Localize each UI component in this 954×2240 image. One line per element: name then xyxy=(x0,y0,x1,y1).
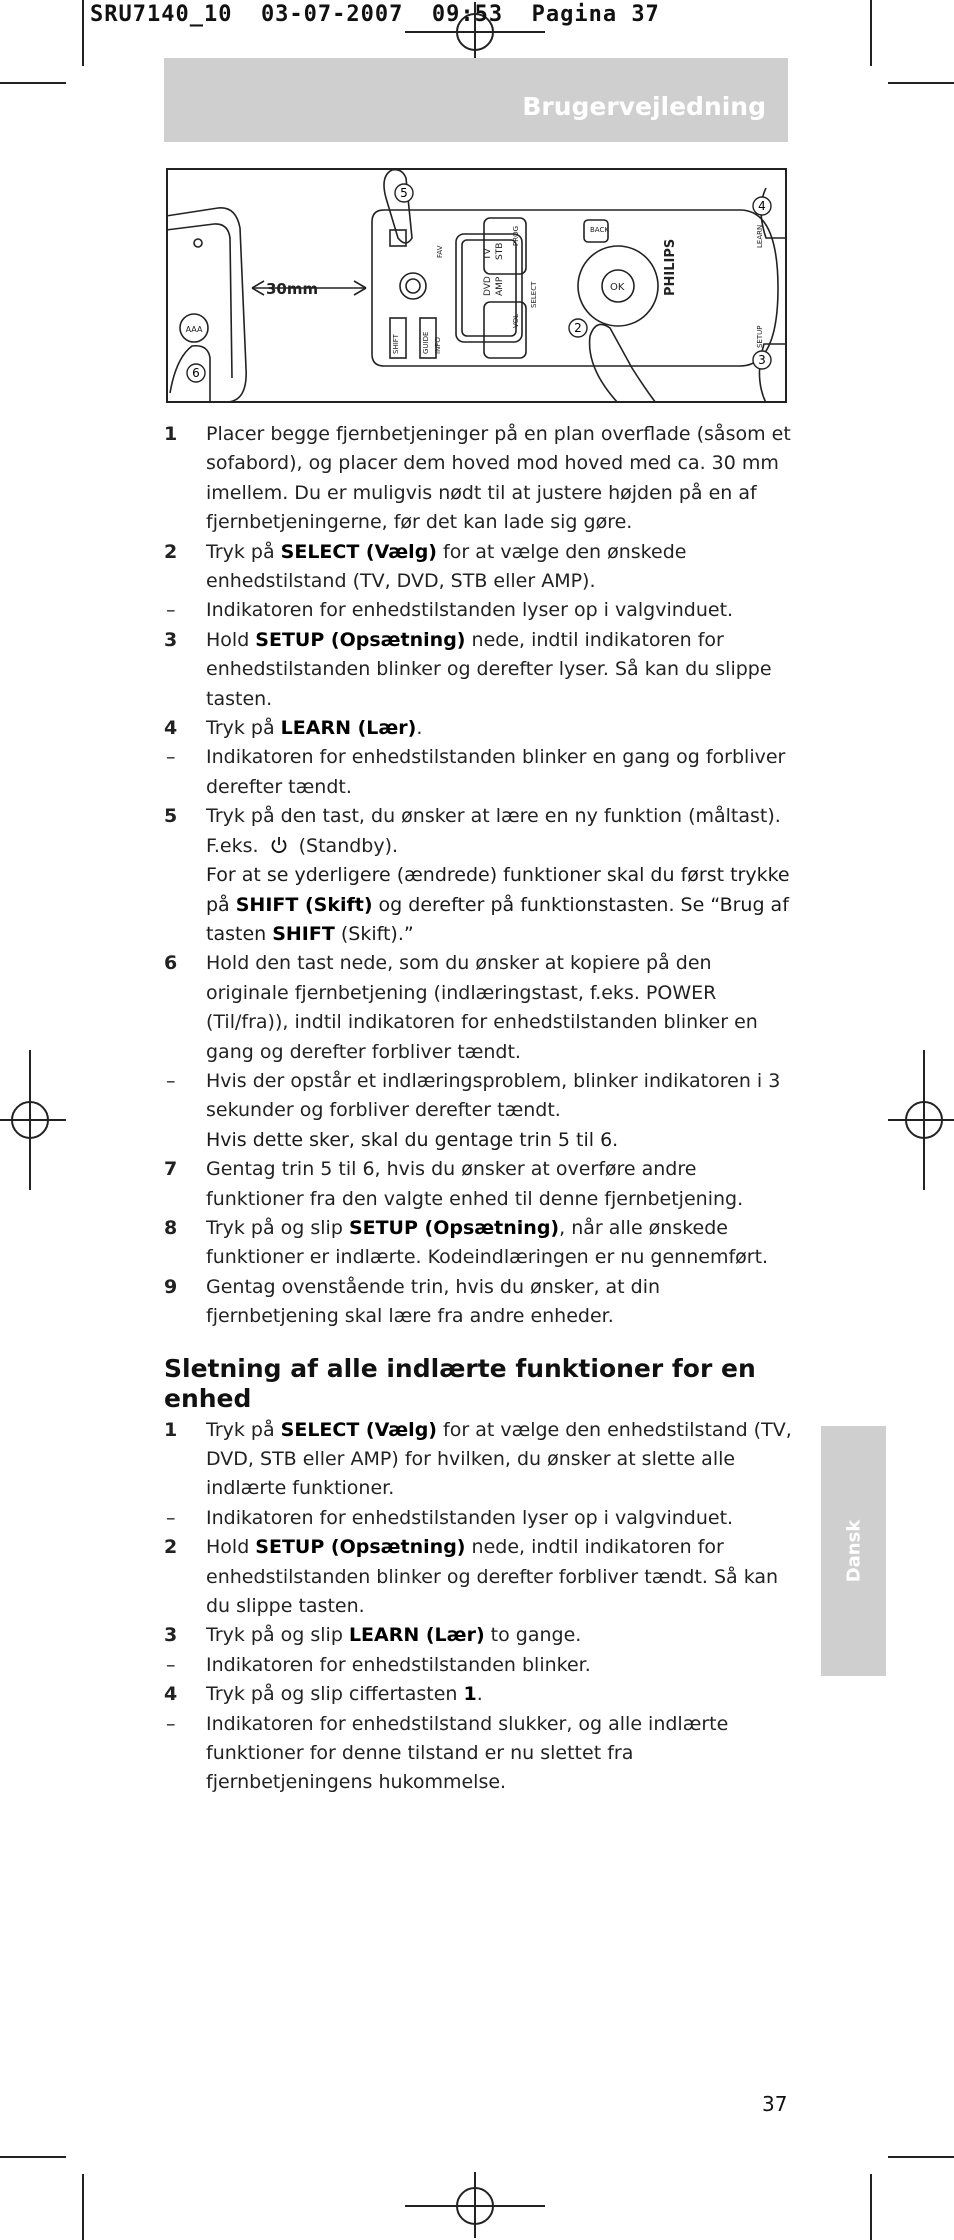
result-item xyxy=(164,743,792,802)
step-number: 8 xyxy=(164,1216,178,1239)
step-text: nede, indtil indikatoren for enhedstilstanden blinker og derefter lyser. Så kan du slippe tasten. xyxy=(206,628,772,710)
step-text: Hold xyxy=(206,628,256,651)
svg-text:SETUP: SETUP xyxy=(756,325,764,348)
step-text: Tryk på xyxy=(206,540,281,563)
step-number: 5 xyxy=(164,805,178,828)
step-number: 2 xyxy=(164,540,178,563)
crop-mark xyxy=(870,2174,872,2240)
step-text: (Skift).” xyxy=(334,922,414,945)
learning-steps-list xyxy=(164,420,792,1332)
step-text: Gentag ovenstående trin, hvis du ønsker, at din fjernbetjening skal lære fra andre enheder. xyxy=(206,1275,661,1328)
crop-mark xyxy=(82,0,84,66)
step-text: , når alle ønskede funktioner er indlærte. Kodeindlæringen er nu gennemført. xyxy=(206,1216,769,1269)
dash-marker: – xyxy=(166,1653,176,1676)
crop-mark xyxy=(888,2156,954,2158)
svg-text:VOL: VOL xyxy=(512,313,520,328)
print-slug: SRU7140_10 03-07-2007 09:53 Pagina 37 xyxy=(90,2,660,27)
svg-text:GUIDE: GUIDE xyxy=(422,331,430,354)
key-name: SETUP (Opsætning) xyxy=(348,1216,560,1239)
step-number: 1 xyxy=(164,1418,178,1441)
dash-marker: – xyxy=(166,1712,176,1735)
power-icon xyxy=(265,835,293,857)
crop-mark xyxy=(888,82,954,84)
dash-marker: – xyxy=(166,599,176,622)
step-number: 3 xyxy=(164,1624,178,1647)
step-item xyxy=(164,1273,792,1332)
step-text: Tryk på og slip xyxy=(206,1216,349,1239)
svg-text:PROG: PROG xyxy=(512,225,520,246)
step-text: Indikatoren for enhedstilstand slukker, og alle indlærte funktioner for denne tilstand er nu slettet fra fjernbetjeningens hukommelse. xyxy=(206,1712,729,1794)
svg-text:BACK: BACK xyxy=(590,226,609,234)
key-name: SHIFT xyxy=(272,922,335,945)
svg-text:STB: STB xyxy=(495,242,505,260)
page-number: 37 xyxy=(762,2092,788,2116)
key-name: LEARN (Lær) xyxy=(280,717,417,740)
step-text: (Standby). xyxy=(292,834,399,857)
svg-text:SELECT: SELECT xyxy=(530,281,538,308)
svg-text:SHIFT: SHIFT xyxy=(392,334,400,354)
key-name: SELECT (Vælg) xyxy=(280,1418,437,1441)
step-text: to gange. xyxy=(484,1624,582,1647)
step-text: Tryk på xyxy=(206,717,281,740)
registration-mark-bottom xyxy=(405,2172,545,2238)
svg-text:FAV: FAV xyxy=(436,245,444,258)
result-item xyxy=(164,1710,792,1798)
step-text: Hvis der opstår et indlæringsproblem, blinker indikatoren i 3 sekunder og forbliver derefter tændt. xyxy=(206,1069,781,1122)
svg-text:INFO: INFO xyxy=(434,337,442,354)
step-number: 2 xyxy=(164,1536,178,1559)
registration-mark-right xyxy=(888,1050,954,1190)
step-number: 3 xyxy=(164,628,178,651)
callout-5: 5 xyxy=(400,186,408,200)
brand-label: PHILIPS xyxy=(663,238,678,296)
svg-text:AMP: AMP xyxy=(495,276,505,296)
key-name: LEARN (Lær) xyxy=(348,1624,485,1647)
result-item xyxy=(164,1651,792,1680)
remote-learning-illustration xyxy=(166,168,787,403)
step-item xyxy=(164,538,792,597)
step-text: Gentag trin 5 til 6, hvis du ønsker at overføre andre funktioner fra den valgte enhed til denne fjernbetjening. xyxy=(206,1158,744,1210)
step-item xyxy=(164,1214,792,1273)
section-title: Sletning af alle indlærte funktioner for en enhed xyxy=(164,1353,756,1413)
step-item xyxy=(164,420,792,538)
step-text: Tryk på xyxy=(206,1418,281,1441)
step-text: . xyxy=(416,717,423,740)
dash-marker: – xyxy=(166,1506,176,1529)
step-text: for at vælge den ønskede enhedstilstand (TV, DVD, STB eller AMP). xyxy=(206,540,687,593)
language-tab xyxy=(821,1426,886,1676)
step-number: 7 xyxy=(164,1158,178,1181)
step-text: Indikatoren for enhedstilstanden blinker. xyxy=(206,1653,591,1676)
step-number: 9 xyxy=(164,1275,178,1298)
step-text: Tryk på den tast, du ønsker at lære en ny funktion (måltast). F.eks. xyxy=(206,805,781,857)
step-continuation xyxy=(164,861,792,949)
step-text: Tryk på og slip xyxy=(206,1624,349,1647)
registration-mark-left xyxy=(0,1050,66,1190)
step-item xyxy=(164,1416,792,1504)
result-item xyxy=(164,1504,792,1533)
key-name: SHIFT (Skift) xyxy=(235,893,373,916)
dash-marker: – xyxy=(166,746,176,769)
header-title: Brugervejledning xyxy=(522,92,766,121)
step-text: Hold xyxy=(206,1536,256,1559)
step-item xyxy=(164,802,792,861)
step-item xyxy=(164,1621,792,1650)
svg-text:AAA: AAA xyxy=(185,325,203,334)
delete-steps-list xyxy=(164,1416,792,1798)
step-text: for at vælge den enhedstilstand (TV, DVD, STB eller AMP) for hvilken, du ønsker at slette alle indlærte funktioner. xyxy=(206,1418,792,1500)
step-text: For at se yderligere (ændrede) funktioner skal du først trykke på xyxy=(206,864,790,916)
step-continuation xyxy=(164,1126,792,1155)
callout-2: 2 xyxy=(574,321,582,335)
main-content xyxy=(164,420,792,1798)
svg-text:LEARN: LEARN xyxy=(756,224,764,248)
distance-label: 30mm xyxy=(266,280,319,298)
key-name: SELECT (Vælg) xyxy=(280,540,437,563)
svg-text:OK: OK xyxy=(610,282,625,293)
step-item xyxy=(164,626,792,714)
step-text: Indikatoren for enhedstilstanden lyser op i valgvinduet. xyxy=(206,599,734,622)
step-text: Hold den tast nede, som du ønsker at kopiere på den originale fjernbetjening (indlæringstast, f.eks. POWER (Til/fra)), indtil indikatoren for enhedstilstanden blinker en gang og derefter forbliver tændt. xyxy=(206,952,758,1063)
step-number: 4 xyxy=(164,717,178,740)
result-item xyxy=(164,596,792,625)
step-number: 1 xyxy=(164,423,178,445)
step-text: nede, indtil indikatoren for enhedstilstanden blinker og derefter forbliver tændt. Så kan du slippe tasten. xyxy=(206,1536,779,1618)
step-item xyxy=(164,1155,792,1214)
step-item xyxy=(164,949,792,1067)
step-number: 4 xyxy=(164,1683,178,1706)
step-text: Placer begge fjernbetjeninger på en plan overflade (såsom et sofabord), og placer dem hoved mod hoved med ca. 30 mm imellem. Du er muligvis nødt til at justere højden på en af fjernbetjeningerne, før det kan lade sig gøre. xyxy=(206,423,791,534)
result-item xyxy=(164,1067,792,1126)
step-text: Indikatoren for enhedstilstanden blinker en gang og forbliver derefter tændt. xyxy=(206,746,786,798)
svg-text:TV: TV xyxy=(483,248,493,260)
key-name: SETUP (Opsætning) xyxy=(255,628,466,651)
step-item xyxy=(164,1533,792,1621)
svg-text:DVD: DVD xyxy=(483,276,493,296)
crop-mark xyxy=(0,2156,66,2158)
key-name: SETUP (Opsætning) xyxy=(255,1536,466,1559)
callout-4: 4 xyxy=(758,199,766,213)
dash-marker: – xyxy=(166,1069,176,1092)
step-text: . xyxy=(476,1683,483,1706)
step-text: Indikatoren for enhedstilstanden lyser op i valgvinduet. xyxy=(206,1506,734,1529)
step-text: Tryk på og slip ciffertasten xyxy=(206,1683,464,1706)
step-number: 6 xyxy=(164,952,178,975)
step-text: og derefter på funktionstasten. Se “Brug af tasten xyxy=(206,893,789,945)
header-bar xyxy=(164,58,788,142)
crop-mark xyxy=(870,0,872,66)
callout-6: 6 xyxy=(192,366,200,380)
step-item xyxy=(164,714,792,743)
key-name: 1 xyxy=(463,1683,477,1706)
language-tab-label: Dansk xyxy=(843,1519,864,1583)
crop-mark xyxy=(82,2174,84,2240)
callout-3: 3 xyxy=(758,353,766,367)
step-text: Hvis dette sker, skal du gentage trin 5 til 6. xyxy=(206,1128,619,1151)
step-item xyxy=(164,1680,792,1709)
crop-mark xyxy=(0,82,66,84)
